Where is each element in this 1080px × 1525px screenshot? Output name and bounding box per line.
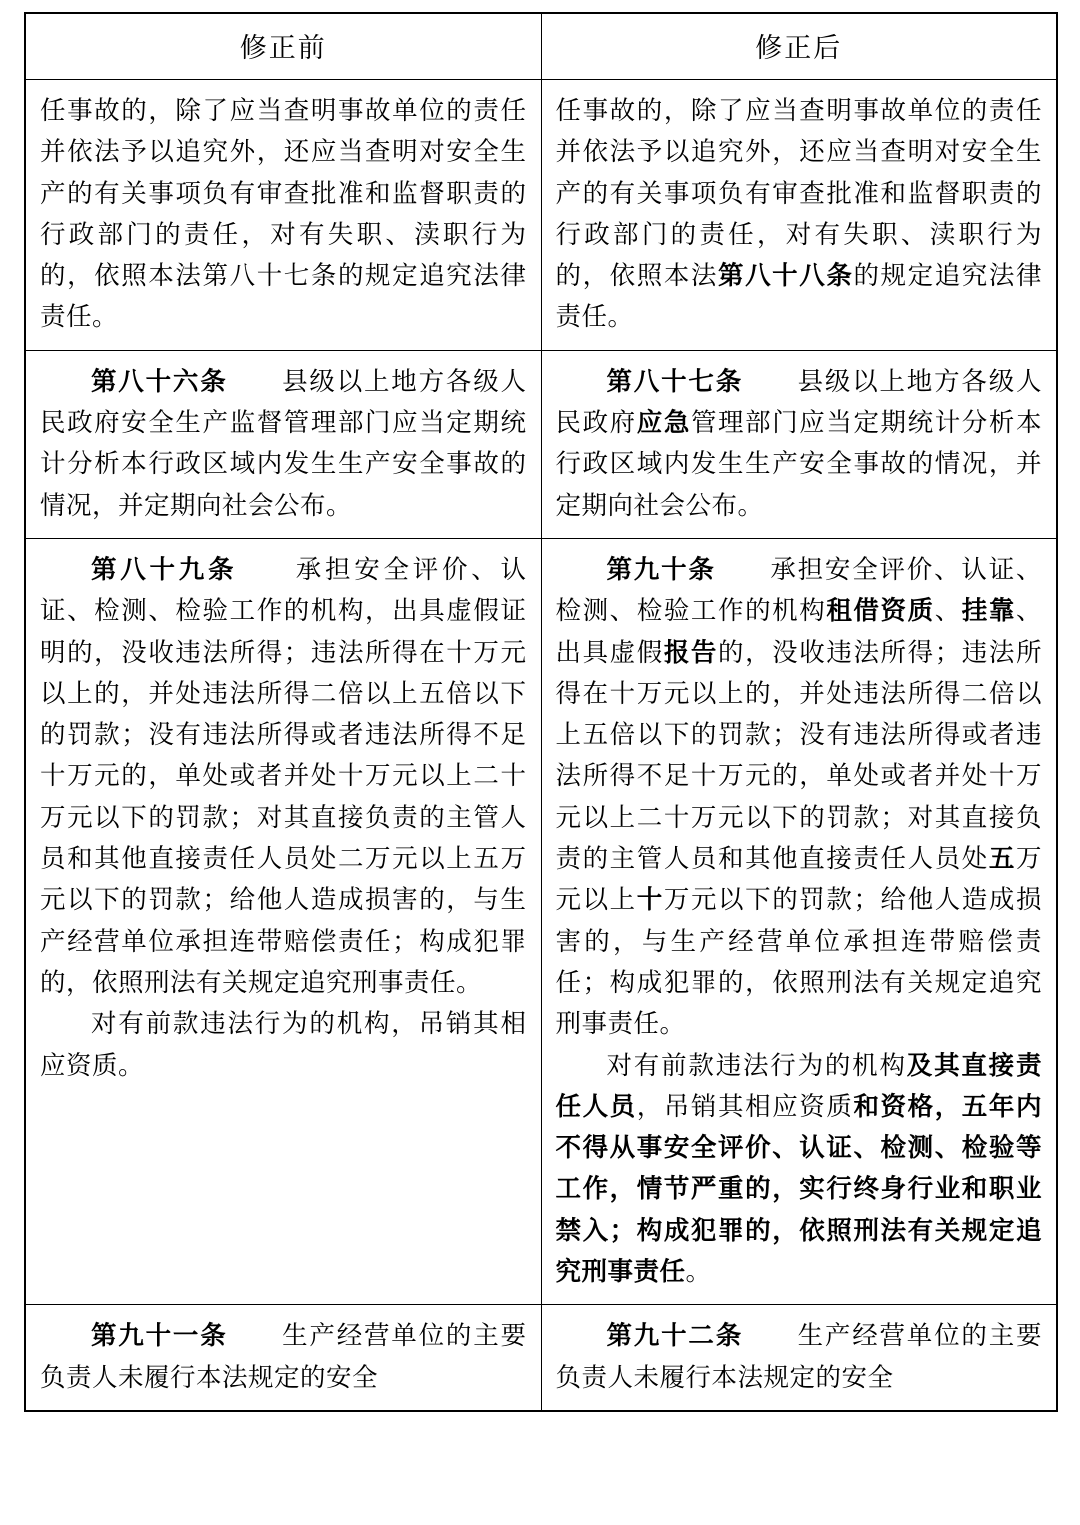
table-cell-before bbox=[25, 1305, 541, 1411]
paragraph bbox=[40, 549, 527, 1003]
body-text bbox=[743, 367, 798, 396]
body-text: 生产经营单位的主要负责人未履行本法规定的安全 bbox=[40, 1321, 527, 1392]
amended-text: 第八十七条 bbox=[606, 366, 743, 396]
table-body bbox=[25, 80, 1057, 1411]
table-cell-after bbox=[541, 538, 1057, 1304]
paragraph bbox=[556, 1315, 1043, 1398]
body-text: 的，没收违法所得；违法所得在十万元以上的，并处违法所得二倍以上五倍以下的罚款；没有违法所得或者违法所得不足十万元的，单处或者并处十万元以上二十万元以下的罚款；对其直接负责的主管人员和其他直接责任人员处 bbox=[555, 637, 1042, 874]
body-text: 县级以上地方各级人民政府 bbox=[555, 366, 1042, 438]
paragraph bbox=[40, 361, 527, 526]
body-text bbox=[743, 1321, 798, 1350]
body-text bbox=[716, 555, 771, 584]
paragraph bbox=[556, 1045, 1043, 1293]
amended-text: 报告 bbox=[663, 637, 719, 667]
table-row bbox=[25, 350, 1057, 538]
amended-text: 第八十六条 bbox=[91, 366, 228, 396]
body-text: 万元以上 bbox=[555, 844, 1042, 915]
table-row bbox=[25, 538, 1057, 1304]
amended-text: 第九十条 bbox=[606, 554, 716, 584]
body-text: 任事故的，除了应当查明事故单位的责任并依法予以追究外，还应当查明对安全生产的有关事项负有审查批准和监督职责的行政部门的责任，对有失职、渎职行为的，依照本法第八十七条的规定追究法律责任。 bbox=[40, 96, 527, 332]
paragraph bbox=[556, 549, 1043, 1045]
body-text: 的规定追究法律责任。 bbox=[555, 261, 1042, 332]
body-text: 管理部门应当定期统计分析本行政区域内发生生产安全事故的情况，并定期向社会公布。 bbox=[555, 408, 1042, 520]
body-text: 万元以下的罚款；给他人造成损害的，与生产经营单位承担连带赔偿责任；构成犯罪的，依照刑法有关规定追究刑事责任。 bbox=[555, 885, 1042, 1039]
amended-text: 五 bbox=[988, 844, 1016, 874]
table-cell-before bbox=[25, 538, 541, 1304]
body-text: ，吊销其相应资质 bbox=[636, 1091, 854, 1121]
amended-text: 租借资质 bbox=[826, 596, 935, 626]
body-text: 。 bbox=[685, 1257, 712, 1287]
body-text: 生产经营单位的主要负责人未履行本法规定的安全 bbox=[555, 1321, 1042, 1392]
amended-text: 第八十八条 bbox=[718, 261, 854, 291]
body-text: 对有前款违法行为的机构 bbox=[606, 1050, 907, 1080]
body-text: 任事故的，除了应当查明事故单位的责任并依法予以追究外，还应当查明对安全生产的有关事项负有审查批准和监督职责的行政部门的责任，对有失职、渎职行为的，依照本法 bbox=[555, 96, 1042, 291]
table-cell-after bbox=[541, 1305, 1057, 1411]
amended-text: 及其直接责任人员 bbox=[555, 1050, 1042, 1121]
body-text: 承担安全评价、认证、检测、检验工作的机构，出具虚假证明的，没收违法所得；违法所得在十万元以上的，并处违法所得二倍以上五倍以下的罚款；没有违法所得或者违法所得不足十万元的，单处或者并处十万元以上二十万元以下的罚款；对其直接负责的主管人员和其他直接责任人员处二万元以上五万元以下的罚款；给他人造成损害的，与生产经营单位承担连带赔偿责任；构成犯罪的，依照刑法有关规定追究刑事责任。 bbox=[40, 554, 527, 997]
paragraph bbox=[556, 361, 1043, 526]
table-row bbox=[25, 80, 1057, 351]
table-cell-after bbox=[541, 350, 1057, 538]
body-text: 县级以上地方各级人民政府安全生产监督管理部门应当定期统计分析本行政区域内发生生产安全事故的情况，并定期向社会公布。 bbox=[40, 366, 527, 520]
amended-text: 第八十九条 bbox=[91, 554, 238, 584]
paragraph bbox=[40, 90, 527, 338]
body-text: 、出具虚假 bbox=[555, 596, 1042, 667]
amended-text: 和资格，五年内不得从事安全评价、认证、检测、检验等工作，情节严重的，实行终身行业和职业禁入；构成犯罪的，依照刑法有关规定追究刑事责任 bbox=[555, 1091, 1042, 1287]
body-text bbox=[228, 367, 283, 396]
paragraph bbox=[556, 90, 1043, 338]
paragraph bbox=[40, 1315, 527, 1398]
table-row bbox=[25, 1305, 1057, 1411]
table-cell-after bbox=[541, 80, 1057, 351]
table-header-row bbox=[25, 13, 1057, 80]
body-text: 、 bbox=[934, 596, 962, 626]
amended-text: 第九十二条 bbox=[606, 1321, 743, 1351]
amended-text: 十 bbox=[636, 885, 664, 915]
amendment-comparison-table bbox=[24, 12, 1058, 1412]
table-cell-before bbox=[25, 80, 541, 351]
amended-text: 挂靠 bbox=[961, 596, 1016, 626]
column-header-before: 修正前 bbox=[25, 13, 541, 80]
table-cell-before bbox=[25, 350, 541, 538]
body-text bbox=[237, 555, 296, 584]
amended-text: 应急 bbox=[636, 408, 691, 438]
body-text: 对有前款违法行为的机构，吊销其相应资质。 bbox=[40, 1009, 527, 1080]
paragraph bbox=[40, 1003, 527, 1086]
body-text: 承担安全评价、认证、检测、检验工作的机构 bbox=[555, 554, 1042, 626]
column-header-after: 修正后 bbox=[541, 13, 1057, 80]
amended-text: 第九十一条 bbox=[91, 1321, 228, 1351]
body-text bbox=[228, 1321, 283, 1350]
